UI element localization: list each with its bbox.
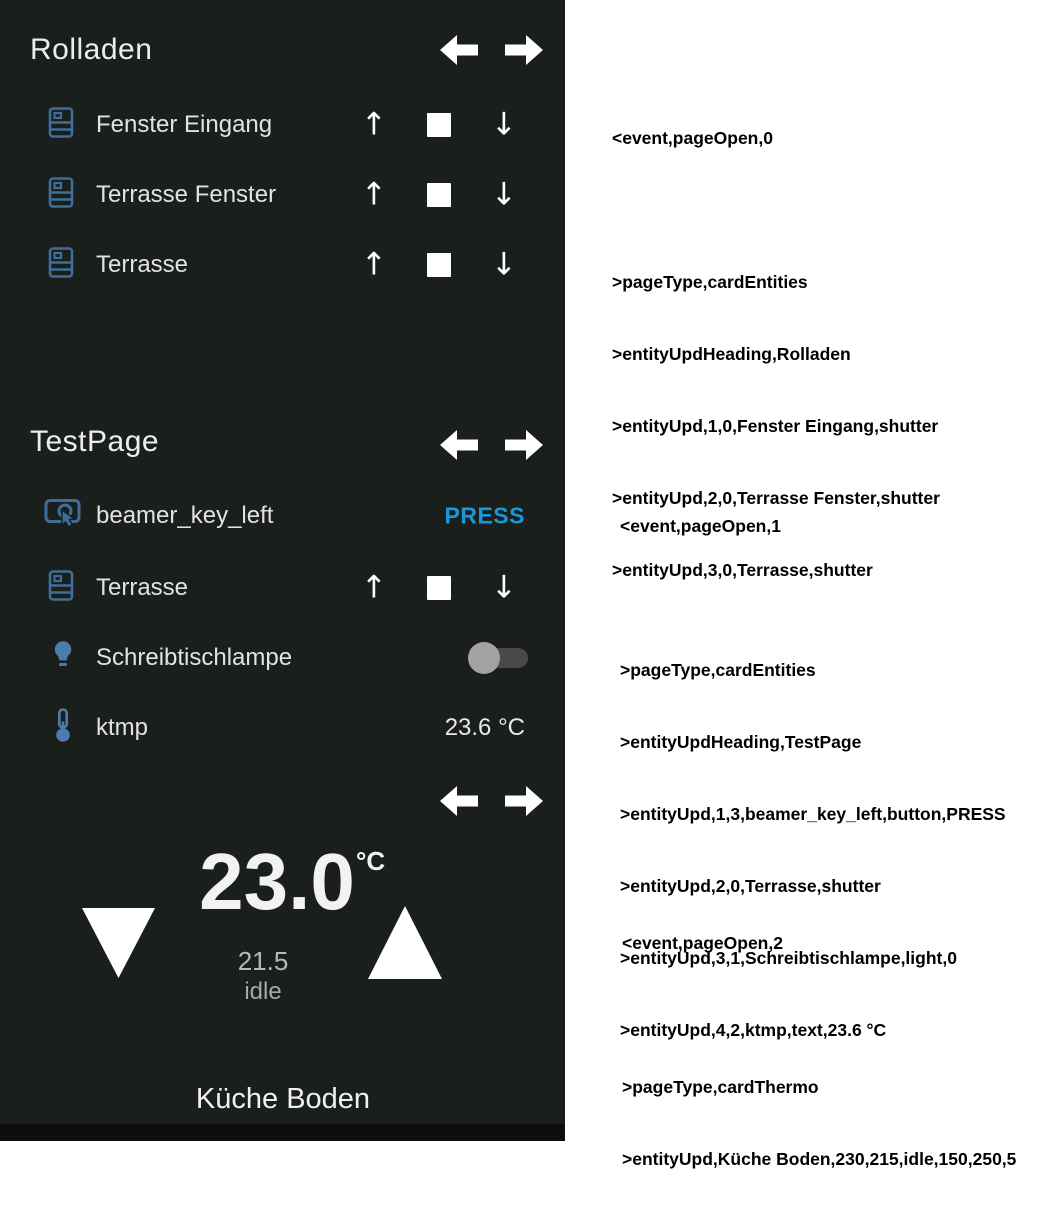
log-line: >entityUpd,3,1,Schreibtischlampe,light,0 [620, 948, 957, 968]
nav-next-button[interactable] [505, 35, 543, 65]
nav-prev-button[interactable] [440, 786, 478, 816]
shutter-icon [46, 177, 76, 214]
log-line: >entityUpdHeading,Rolladen [612, 344, 851, 364]
press-button[interactable]: PRESS [444, 502, 525, 529]
log-line: <event,pageOpen,0 [612, 128, 773, 148]
shutter-up-button[interactable]: ↑ [361, 569, 387, 606]
shutter-stop-button[interactable] [427, 113, 451, 137]
log-line: <event,pageOpen,1 [620, 516, 781, 536]
log-line: >entityUpd,2,0,Terrasse Fenster,shutter [612, 488, 940, 508]
target-temp: 21.5 [237, 946, 289, 976]
light-toggle[interactable] [468, 642, 530, 674]
nav-prev-button[interactable] [440, 430, 478, 460]
shutter-icon [46, 570, 76, 607]
page-nav [440, 35, 550, 65]
log-block [622, 883, 1016, 1219]
tap-button-icon [42, 493, 84, 540]
log-line: >entityUpd,1,0,Fenster Eingang,shutter [612, 416, 939, 436]
log-line [620, 586, 1006, 610]
nav-next-button[interactable] [505, 430, 543, 460]
shutter-icon [46, 247, 76, 284]
thermometer-icon [52, 708, 74, 749]
nav-next-button[interactable] [505, 786, 543, 816]
lightbulb-icon [49, 639, 77, 678]
log-line: >entityUpd,Küche Boden,230,215,idle,150,250,5 [622, 1149, 1017, 1169]
log-line: >pageType,cardEntities [612, 272, 808, 292]
log-line: <event,pageOpen,2 [622, 933, 783, 953]
entity-row [0, 623, 565, 693]
page-title: TestPage [30, 425, 160, 458]
entity-row [0, 481, 565, 551]
entity-label: ktmp [96, 714, 149, 741]
thermo-entity-name: Küche Boden [195, 1083, 371, 1115]
log-line: >pageType,cardThermo [622, 1077, 819, 1097]
page-title: Rolladen [30, 33, 153, 66]
toggle-knob [468, 642, 500, 674]
shutter-up-button[interactable]: ↑ [361, 246, 387, 283]
arrow-left-icon [440, 430, 478, 460]
page-nav [440, 786, 550, 816]
log-line: >entityUpd,1,3,beamer_key_left,button,PRESS [620, 804, 1006, 824]
log-line [612, 198, 940, 222]
shutter-up-button[interactable]: ↑ [361, 106, 387, 143]
shutter-down-button[interactable]: ↓ [491, 176, 517, 213]
current-temp: 23.0 [199, 837, 355, 926]
entity-label: Terrasse [96, 574, 189, 601]
arrow-right-icon [505, 35, 543, 65]
temp-up-button[interactable] [368, 906, 442, 984]
entity-row [0, 90, 565, 160]
shutter-icon [46, 107, 76, 144]
entity-label: Terrasse Fenster [96, 181, 277, 208]
log-line: >entityUpd,4,2,ktmp,text,23.6 °C [620, 1020, 887, 1040]
entity-row [0, 553, 565, 623]
entity-label: beamer_key_left [96, 502, 274, 529]
log-line: >pageType,cardEntities [620, 660, 816, 680]
log-line: >entityUpd,3,0,Terrasse,shutter [612, 560, 873, 580]
shutter-down-button[interactable]: ↓ [491, 246, 517, 283]
arrow-right-icon [505, 786, 543, 816]
log-line [622, 1003, 1016, 1027]
entity-label: Schreibtischlampe [96, 644, 293, 671]
nav-prev-button[interactable] [440, 35, 478, 65]
log-line: >entityUpd,2,0,Terrasse,shutter [620, 876, 881, 896]
shutter-down-button[interactable]: ↓ [491, 569, 517, 606]
triangle-up-icon [368, 906, 442, 979]
temp-unit: °C [356, 846, 386, 876]
arrow-right-icon [505, 430, 543, 460]
shutter-up-button[interactable]: ↑ [361, 176, 387, 213]
panel-footer [0, 1124, 565, 1141]
entity-label: Fenster Eingang [96, 111, 273, 138]
hvac-state: idle [244, 978, 282, 1005]
temperature-value: 23.6 °C [444, 714, 525, 741]
entity-row [0, 230, 565, 300]
temp-down-button[interactable] [82, 908, 155, 983]
shutter-stop-button[interactable] [427, 576, 451, 600]
shutter-stop-button[interactable] [427, 183, 451, 207]
triangle-down-icon [82, 908, 155, 978]
entity-row [0, 693, 565, 763]
page-nav [440, 430, 550, 460]
shutter-stop-button[interactable] [427, 253, 451, 277]
arrow-left-icon [440, 35, 478, 65]
arrow-left-icon [440, 786, 478, 816]
entity-label: Terrasse [96, 251, 189, 278]
shutter-down-button[interactable]: ↓ [491, 106, 517, 143]
log-line: >entityUpdHeading,TestPage [620, 732, 862, 752]
entity-row [0, 160, 565, 230]
